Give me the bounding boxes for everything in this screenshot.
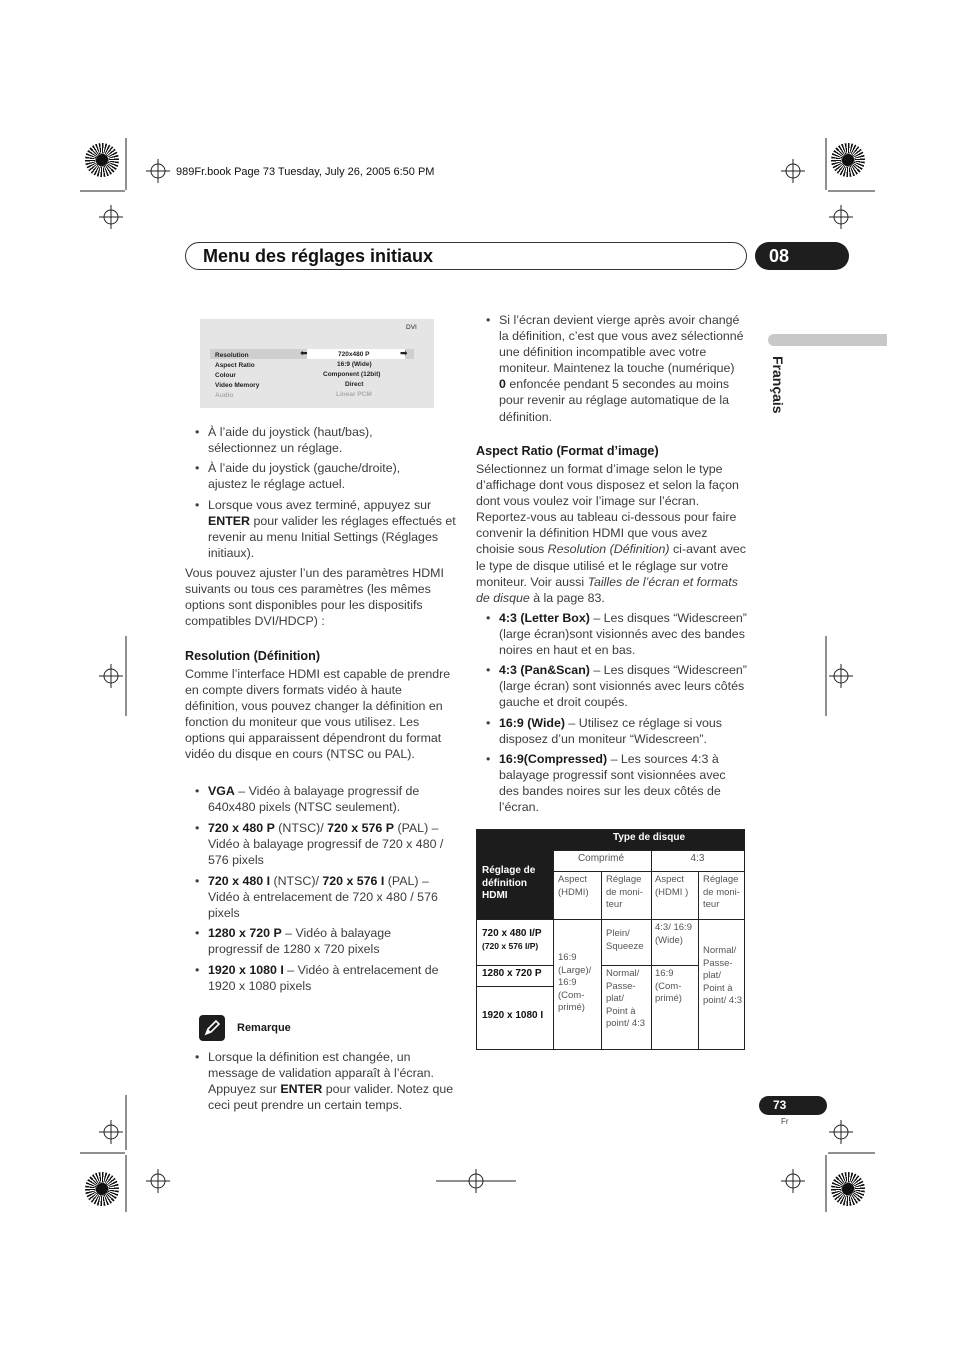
screen-row-label: Audio — [215, 392, 234, 399]
screen-row-label: Resolution — [215, 352, 249, 359]
bullet-panscan — [499, 662, 747, 710]
chapter-badge: 08 — [755, 242, 849, 270]
table-row-label-sub: (720 x 576 I/P) — [482, 941, 539, 951]
bullet-compressed — [499, 751, 747, 815]
table-grid-line — [477, 965, 553, 966]
screen-right-arrow-icon: ➡ — [400, 348, 408, 358]
table-subheader-aspect: Aspect (HDMI ) — [655, 874, 689, 898]
table-grid-line — [477, 986, 553, 987]
table-col-compressed: Comprimé — [577, 853, 625, 864]
option-name: 720 x 576 P — [327, 821, 394, 835]
screen-row-value: 720x480 P — [338, 351, 370, 358]
bullet-vga — [208, 783, 438, 815]
text-run: Lorsque vous avez terminé, appuyez sur — [208, 498, 432, 512]
bullet-blank-screen — [499, 312, 744, 425]
table-grid-line — [553, 850, 745, 851]
text-run: (NTSC)/ — [274, 821, 328, 835]
screen-row-label: Colour — [215, 372, 236, 379]
aspect-ratio-heading: Aspect Ratio (Format d’image) — [476, 444, 659, 458]
table-cell-compressed-aspect: 16:9 (Large)/ 16:9 (Com-primé) — [558, 952, 592, 1014]
table-grid-line — [601, 965, 698, 966]
book-info-line: 989Fr.book Page 73 Tuesday, July 26, 2005 6:50 PM — [176, 166, 435, 178]
screen-row-value: Linear PCM — [336, 391, 372, 398]
resolution-paragraph: Comme l’interface HDMI est capable de prendre en compte divers formats vidéo à haute définition, vous pouvez changer la définition en fonction du moniteur que vous utilisez. Les options qui apparaissent dépendront du format vidéo du disque en cours (NTSC ou PAL). — [185, 667, 451, 762]
table-grid-line — [601, 871, 602, 1050]
language-tab-label — [770, 356, 790, 431]
option-name: VGA — [208, 784, 235, 798]
table-row-label — [479, 926, 553, 955]
option-name: 4:3 (Pan&Scan) — [499, 663, 590, 677]
option-name: 16:9(Compressed) — [499, 752, 608, 766]
text-run: – Vidéo à balayage progressif de 640x480 pixels (NTSC seulement). — [208, 784, 420, 815]
language-tab-text: Français — [770, 356, 786, 414]
option-name: 720 x 480 I — [208, 874, 271, 888]
language-tab-bar — [768, 334, 887, 346]
option-name: 720 x 576 I — [322, 874, 385, 888]
hdmi-intro-paragraph: Vous pouvez ajuster l’un des paramètres HDMI suivants ou tous ces paramètres (les mêmes options sont disponibles pour les dispositifs compatibles DVI/HDCP) : — [185, 566, 444, 629]
aspect-ratio-table — [476, 829, 745, 1050]
table-grid-line — [698, 871, 699, 1050]
settings-screen-mock — [200, 319, 434, 408]
table-row-label-main: 720 x 480 I/P — [482, 928, 542, 939]
page-title: Menu des réglages initiaux — [203, 246, 434, 266]
text-run: Lorsque la définition est changée, un message de validation apparaît à l’écran. Appuyez sur — [208, 1050, 434, 1097]
zero-key-label: 0 — [499, 377, 506, 392]
bullet-wide — [499, 715, 747, 747]
table-subheader-monitor: Réglage de moni-teur — [606, 874, 643, 911]
page-number-badge: 73 — [759, 1096, 827, 1115]
text-run: pour valider. Notez que ceci peut prendre un certain temps. — [208, 1082, 454, 1113]
option-name: 16:9 (Wide) — [499, 716, 565, 730]
text-run: – Utilisez ce réglage si vous disposez d’un moniteur “Widescreen”. — [499, 716, 723, 747]
note-title: Remarque — [237, 1022, 291, 1034]
table-row-header: Réglage de définition HDMI — [479, 863, 551, 905]
option-name: 720 x 480 P — [208, 821, 275, 835]
note-pencil-icon — [199, 1015, 225, 1041]
bullet-select-setting: • À l’aide du joystick (haut/bas), sélectionnez un réglage. — [208, 424, 423, 456]
screen-row-label: Video Memory — [215, 382, 260, 389]
table-disc-type-header: Type de disque — [553, 830, 745, 850]
text-run: (PAL) – Vidéo à balayage progressif de 720 x 480 / 576 pixels — [208, 821, 444, 868]
text-run: – Les disques “Widescreen” (large écran)sont visionnés avec des bandes noires en haut et en bas. — [499, 611, 747, 658]
table-col-4-3: 4:3 — [690, 853, 705, 864]
table-grid-line — [651, 850, 652, 1050]
screen-corner-label: DVI — [406, 324, 417, 331]
italic-reference: Tailles de l’écran et formats de disque — [476, 574, 738, 605]
table-row-label: 1280 x 720 P — [482, 968, 542, 979]
text-run: (NTSC)/ — [270, 874, 323, 888]
enter-key-label: ENTER — [280, 1082, 323, 1097]
bullet-720x480i — [208, 873, 456, 921]
text-run: (PAL) – Vidéo à entrelacement de 720 x 480 / 576 pixels — [208, 874, 438, 921]
table-subheader-aspect: Aspect (HDMI) — [558, 874, 589, 898]
table-cell-4-3-aspect-bottom: 16:9 (Com-primé) — [655, 968, 682, 1005]
table-row-label: 1920 x 1080 I — [482, 1010, 544, 1021]
text-run: Si l’écran devient vierge après avoir changé la définition, c’est que vous avez sélectionné une définition incompatible avec votre moniteur. Maintenez la touche (numérique) — [499, 313, 744, 376]
aspect-ratio-paragraph — [476, 461, 746, 606]
table-grid-line — [553, 871, 745, 872]
text-run: à la page 83. — [529, 590, 605, 605]
table-grid-line — [553, 850, 554, 1050]
text-run: pour valider les réglages effectués et revenir au menu Initial Settings (Réglages initiaux). — [208, 514, 456, 561]
option-name: 1280 x 720 P — [208, 926, 282, 940]
screen-row-value: 16:9 (Wide) — [337, 361, 372, 368]
text-run: – Les disques “Widescreen” (large écran) sont visionnés avec leurs côtés gauche et droit coupés. — [499, 663, 747, 710]
text-run: enfoncée pendant 5 secondes au moins pour revenir au réglage automatique de la définition. — [499, 377, 730, 424]
table-grid-line — [477, 919, 745, 920]
text-run: – Vidéo à entrelacement de 1920 x 1080 pixels — [208, 963, 439, 994]
bullet-letterbox — [499, 610, 747, 658]
page-language-code: Fr — [781, 1117, 789, 1126]
option-name: 1920 x 1080 I — [208, 963, 284, 977]
note-bullet — [208, 1049, 458, 1113]
bullet-enter-validate — [208, 497, 458, 561]
screen-row-value: Component (12bit) — [323, 371, 381, 378]
option-name: 4:3 (Letter Box) — [499, 611, 590, 625]
text-run: Sélectionnez un format d’image selon le type d’affichage dont vous disposez et selon la façon dont vous voulez voir l’image sur l’écran. Reportez-vous au tableau ci-dessous pour faire convenir la définition HDMI que vous avez choisie sous — [476, 462, 739, 557]
table-cell-compressed-monitor-bottom: Normal/ Passe-plat/ Point à point/ 4:3 — [606, 968, 646, 1030]
bullet-1280x720p — [208, 925, 438, 957]
text-run: – Les sources 4:3 à balayage progressif sont visionnées avec des bandes noires sur les deux côtés de l’écran. — [499, 752, 726, 815]
table-cell-4-3-monitor: Normal/ Passe-plat/ Point à point/ 4:3 — [703, 945, 743, 1007]
screen-left-arrow-icon: ⬅ — [300, 348, 308, 358]
text-run: ci-avant avec le type de disque utilisé et le réglage sur votre moniteur. Voir aussi — [476, 542, 746, 589]
screen-row-value: Direct — [345, 381, 364, 388]
italic-reference: Resolution (Définition) — [547, 542, 670, 557]
screen-row-label: Aspect Ratio — [215, 362, 255, 369]
text-run: – Vidéo à balayage progressif de 1280 x 720 pixels — [208, 926, 392, 957]
table-cell-compressed-monitor-top: Plein/ Squeeze — [606, 928, 644, 952]
bullet-1920x1080i — [208, 962, 458, 994]
table-cell-4-3-aspect-top: 4:3/ 16:9 (Wide) — [655, 922, 692, 946]
bullet-adjust-setting: • À l’aide du joystick (gauche/droite), ajustez le réglage actuel. — [208, 460, 423, 492]
bullet-720x480p — [208, 820, 456, 868]
table-subheader-monitor: Réglage de moni-teur — [703, 874, 740, 911]
resolution-heading: Resolution (Définition) — [185, 649, 321, 663]
enter-key-label: ENTER — [208, 514, 250, 529]
